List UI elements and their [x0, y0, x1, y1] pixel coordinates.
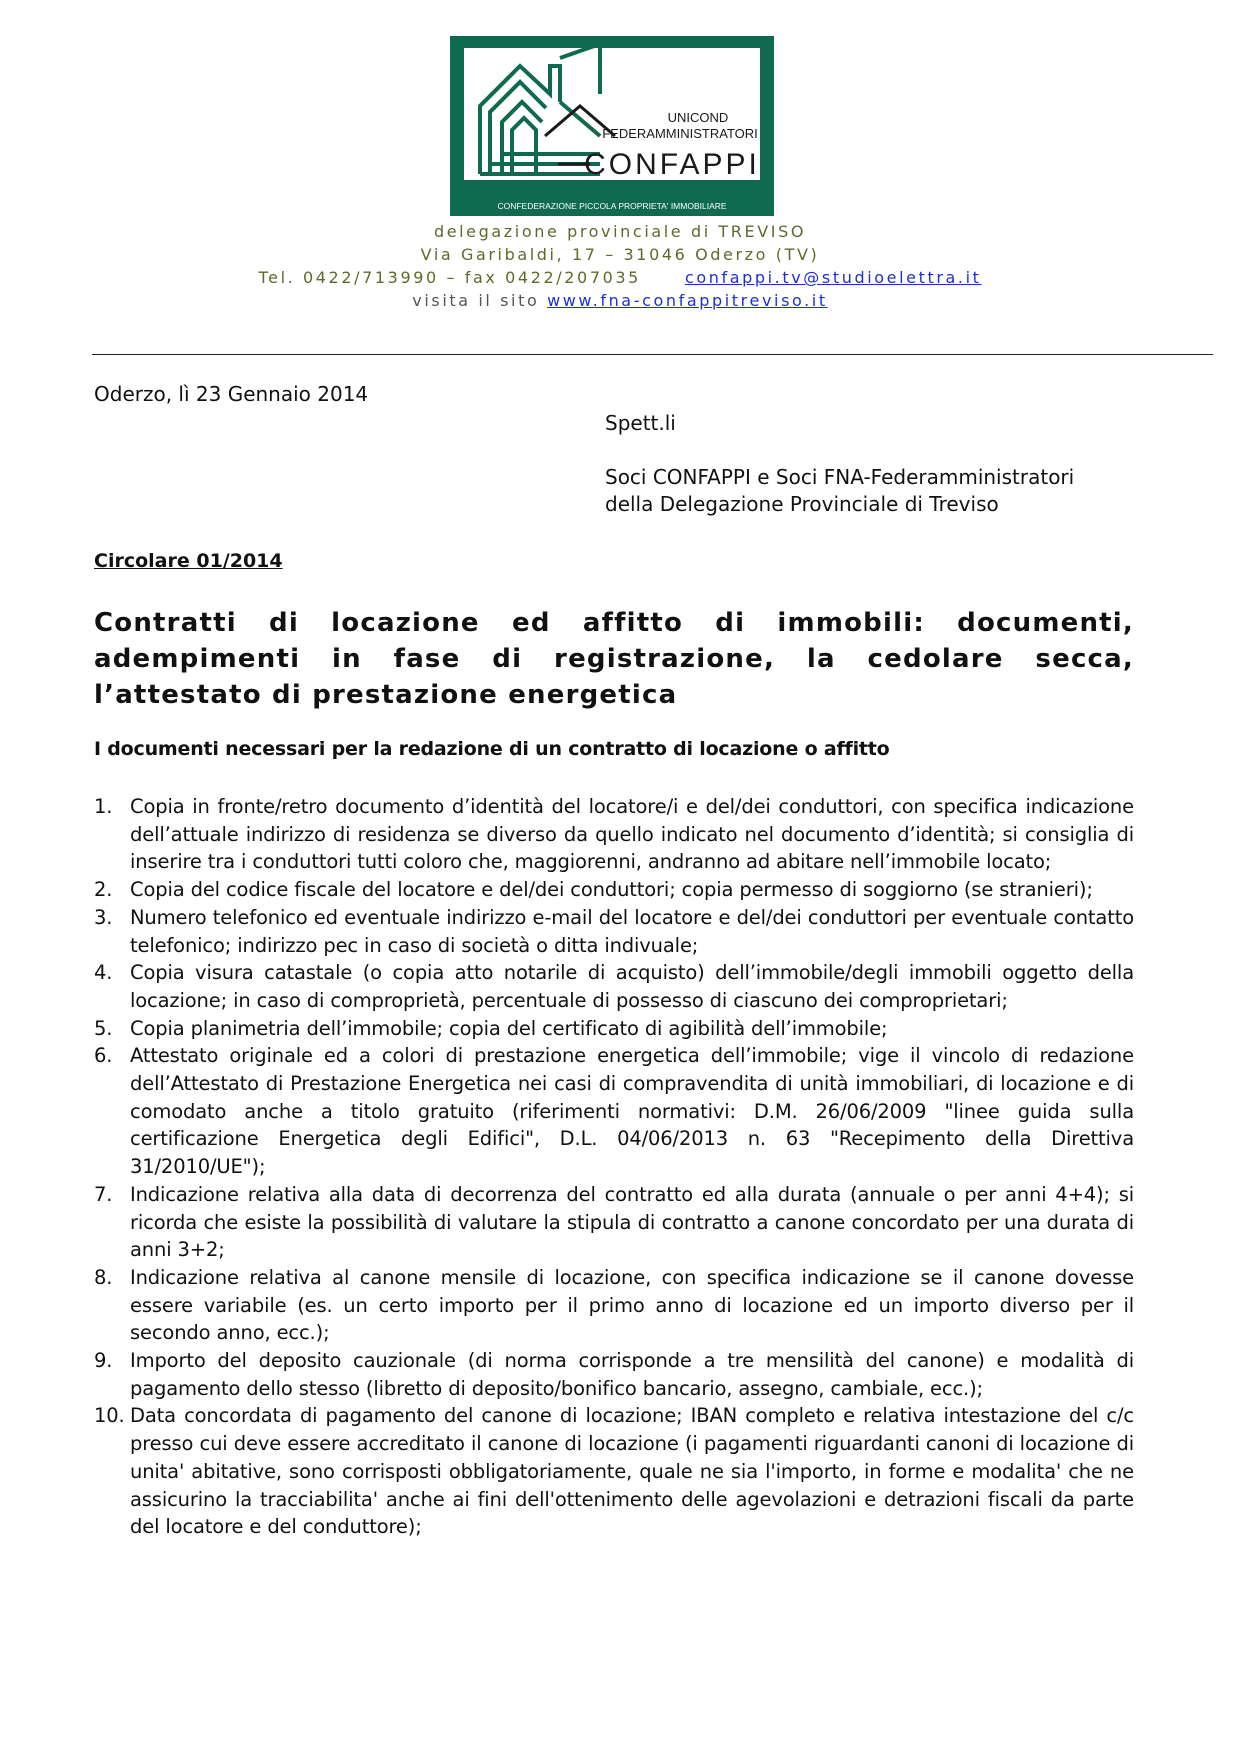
- website-link[interactable]: www.fna-confappitreviso.it: [547, 291, 828, 310]
- email-link[interactable]: confappi.tv@studioelettra.it: [684, 268, 982, 287]
- list-item: 3. Numero telefonico ed eventuale indirizzo e-mail del locatore e del/dei conduttori per eventuale contatto telefonico; indirizzo pec in caso di società o ditta indivuale;: [94, 905, 1134, 957]
- list-item: 8. Indicazione relativa al canone mensile di locazione, con specifica indicazione se il canone dovesse essere variabile (es. un certo importo per il primo anno di locazione ed un importo diverso per il secondo anno, ecc.);: [94, 1265, 1134, 1345]
- logo-line1: UNICOND: [667, 110, 729, 125]
- circular-number: Circolare 01/2014: [94, 550, 283, 572]
- section-subtitle: I documenti necessari per la redazione di un contratto di locazione o affitto: [94, 738, 890, 760]
- list-item: 4. Copia visura catastale (o copia atto notarile di acquisto) dell’immobile/degli immobili oggetto della locazione; in caso di comproprietà, percentuale di possesso di ciascuno dei comproprietari;: [94, 961, 1134, 1012]
- phone-fax-text: Tel. 0422/713990 – fax 0422/207035: [258, 268, 641, 287]
- logo-line2: FEDERAMMINISTRATORI: [602, 126, 758, 141]
- letter-date: Oderzo, lì 23 Gennaio 2014: [94, 382, 369, 406]
- logo-brand: CONFAPPI: [584, 148, 760, 181]
- recipient-line2: della Delegazione Provinciale di Treviso: [605, 492, 999, 516]
- address-text: Via Garibaldi, 17 – 31046 Oderzo (TV): [420, 245, 820, 264]
- house-logo-icon: [450, 36, 774, 216]
- list-item: 6. Attestato originale ed a colori di prestazione energetica dell’immobile; vige il vincolo di redazione dell’Attestato di Prestazione Energetica nei casi di compravendita di unità immobiliari, di locazione e di comodato anche a titolo gratuito (riferimenti normativi: D.M. 26/06/2009 "linee guida sulla certificazione Energetica degli Edifici", D.L. 04/06/2013 n. 63 "Recepimento della Direttiva 31/2010/UE");: [94, 1044, 1134, 1179]
- recipient-salutation: Spett.li: [605, 411, 676, 435]
- recipient-block: [605, 410, 1074, 518]
- list-item: 1. Copia in fronte/retro documento d’identità del locatore/i e del/dei conduttori, con specifica indicazione dell’attuale indirizzo di residenza se diverso da quello indicato nel documento d’identità; si consiglia di inserire tra i conduttori tutti coloro che, maggiorenni, andranno ad abitare nell’immobile locato;: [94, 795, 1134, 874]
- list-item: 7. Indicazione relativa alla data di decorrenza del contratto ed alla durata (annuale o per anni 4+4); si ricorda che esiste la possibilità di valutare la stipula di contratto a canone concordato per una durata di anni 3+2;: [94, 1182, 1134, 1262]
- list-item: 10. Data concordata di pagamento del canone di locazione; IBAN completo e relativa intestazione del c/c presso cui deve essere accreditato il canone di locazione (i pagamenti riguardanti canoni di locazione di unita' abitative, sono corrisposti obbligatoriamente, quale ne sia l'importo, in forme e modalita' che ne assicurino la tracciabilita' anche ai fini dell'ottenimento delle agevolazioni e detrazioni fiscali da parte del locatore e del conduttore);: [94, 1404, 1134, 1539]
- list-item: 5. Copia planimetria dell’immobile; copia del certificato di agibilità dell’immobile;: [94, 1016, 888, 1040]
- recipient-line1: Soci CONFAPPI e Soci FNA-Federamministratori: [605, 465, 1075, 489]
- letter-title: Contratti di locazione ed affitto di immobili: documenti, adempimenti in fase di registrazione, la cedolare secca, l’attestato di prestazione energetica: [94, 608, 1134, 710]
- site-prefix-text: visita il sito: [412, 291, 540, 310]
- letterhead: [0, 220, 1240, 312]
- confappi-logo: [450, 36, 774, 216]
- header-divider: [92, 354, 1213, 355]
- list-item: 9. Importo del deposito cauzionale (di norma corrisponde a tre mensilità del canone) e modalità di pagamento dello stesso (libretto di deposito/bonifico bancario, assegno, cambiale, ecc.);: [94, 1349, 1134, 1400]
- list-item: 2. Copia del codice fiscale del locatore e del/dei conduttori; copia permesso di soggiorno (se stranieri);: [94, 878, 1093, 902]
- delegation-text: delegazione provinciale di TREVISO: [433, 222, 807, 241]
- logo-tagline: CONFEDERAZIONE PICCOLA PROPRIETA' IMMOBILIARE: [497, 201, 727, 211]
- documents-list: [94, 793, 1134, 1541]
